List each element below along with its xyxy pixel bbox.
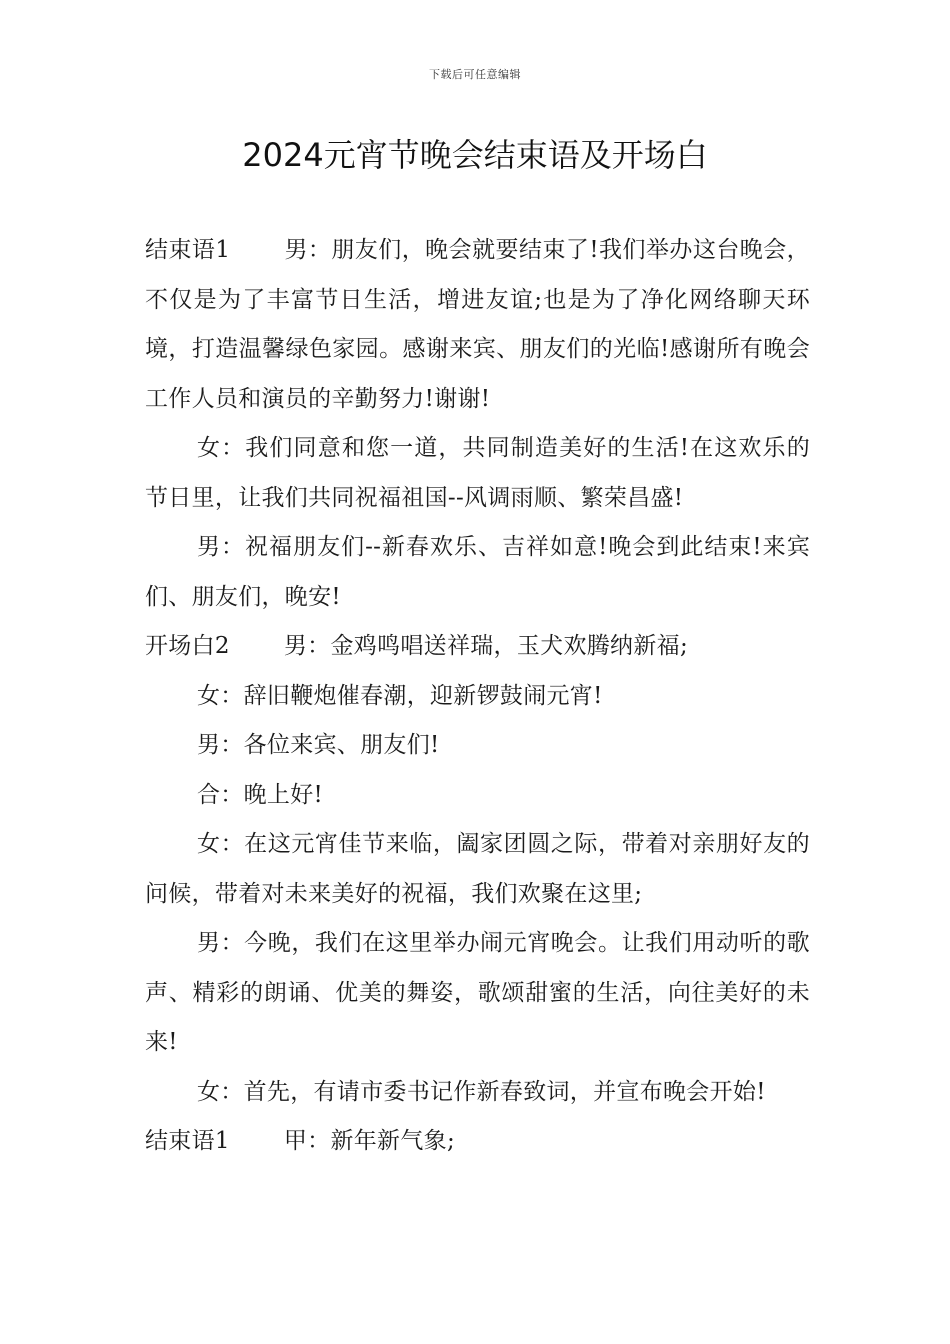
document-body bbox=[145, 226, 810, 1167]
section-label: 开场白2 bbox=[145, 633, 230, 659]
paragraph: 女：首先，有请市委书记作新春致词，并宣布晚会开始! bbox=[197, 1078, 766, 1105]
paragraph-text: 甲：新年新气象; bbox=[283, 1128, 455, 1154]
paragraph-text: 男：朋友们，晚会就要结束了!我们举办这台晚会，不仅是为了丰富节日生活，增进友谊;也是为了净化网络聊天环境，打造温馨绿色家园。感谢来宾、朋友们的光临!感谢所有晚会工作人员和演员的辛勤努力!谢谢! bbox=[145, 237, 810, 412]
paragraph: 男：祝福朋友们--新春欢乐、吉祥如意!晚会到此结束!来宾们、朋友们，晚安! bbox=[145, 534, 810, 610]
header-note: 下载后可任意编辑 bbox=[429, 68, 521, 81]
section-label: 结束语1 bbox=[145, 237, 231, 263]
paragraph: 男：今晚，我们在这里举办闹元宵晚会。让我们用动听的歌声、精彩的朗诵、优美的舞姿，歌颂甜蜜的生活，向往美好的未来! bbox=[145, 930, 810, 1055]
paragraph-text: 男：金鸡鸣唱送祥瑞，玉犬欢腾纳新福; bbox=[283, 633, 688, 659]
section-label: 结束语1 bbox=[145, 1128, 230, 1154]
paragraph: 女：辞旧鞭炮催春潮，迎新锣鼓闹元宵! bbox=[197, 682, 603, 709]
paragraph-closing-1b bbox=[145, 1117, 810, 1167]
document-title: 2024元宵节晚会结束语及开场白 bbox=[242, 136, 708, 174]
paragraph-closing-1 bbox=[145, 226, 810, 424]
paragraph: 男：各位来宾、朋友们! bbox=[197, 732, 440, 758]
paragraph-opening-2 bbox=[145, 622, 810, 672]
paragraph: 女：我们同意和您一道，共同制造美好的生活!在这欢乐的节日里，让我们共同祝福祖国--风调雨顺、繁荣昌盛! bbox=[145, 435, 810, 511]
paragraph: 女：在这元宵佳节来临，阖家团圆之际，带着对亲朋好友的问候，带着对未来美好的祝福，我们欢聚在这里; bbox=[145, 831, 810, 907]
paragraph: 合：晚上好! bbox=[197, 781, 324, 808]
